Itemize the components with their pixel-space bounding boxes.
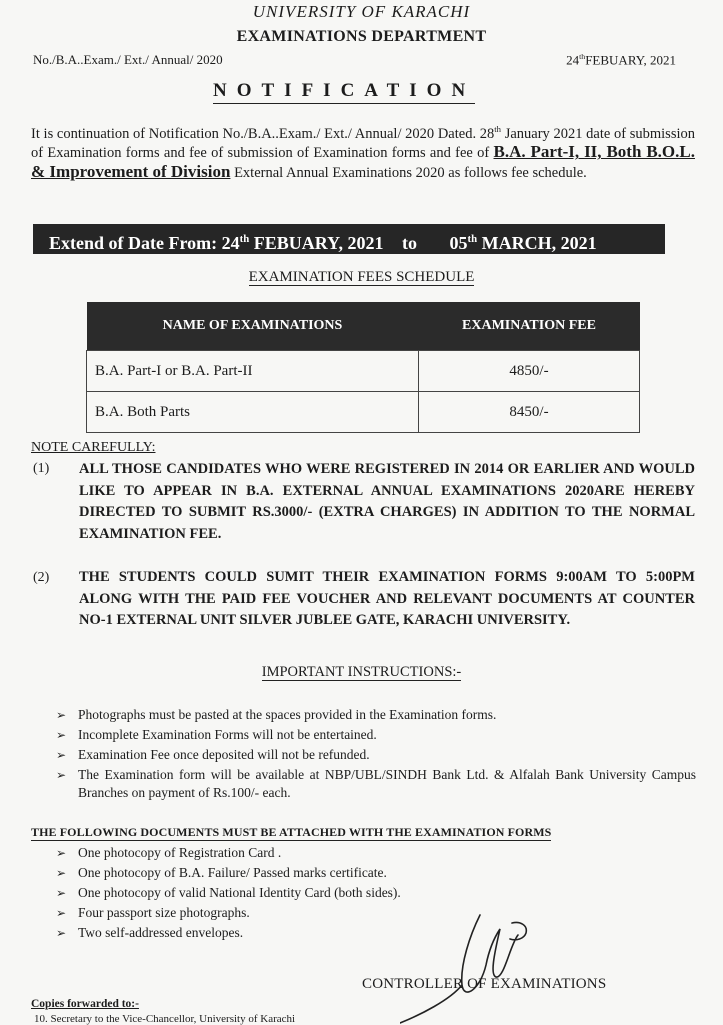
controller-title: CONTROLLER OF EXAMINATIONS xyxy=(362,976,607,992)
table-header-row xyxy=(87,302,640,351)
list-item xyxy=(56,746,696,764)
arrow-bullet-icon: ➢ xyxy=(56,926,67,940)
to-sup: th xyxy=(467,233,478,245)
list-item xyxy=(56,726,696,744)
note-heading: NOTE CAREFULLY: xyxy=(31,440,156,455)
intro-part2: January 2021 date of submission of Examination forms and fee of submission of Examination forms and fee of xyxy=(31,125,695,162)
notification-title: NOTIFICATION xyxy=(213,80,475,104)
date-suffix: th xyxy=(579,52,586,61)
col-fee-header: EXAMINATION FEE xyxy=(419,302,640,351)
document-text: Two self-addressed envelopes. xyxy=(78,925,244,940)
list-item xyxy=(56,706,696,724)
exam-name-cell: B.A. Both Parts xyxy=(87,392,419,433)
intro-paragraph xyxy=(31,121,695,182)
exam-fee-cell: 8450/- xyxy=(419,392,640,433)
notification-date xyxy=(566,52,676,68)
arrow-bullet-icon: ➢ xyxy=(56,906,67,920)
instructions-heading xyxy=(0,664,723,681)
arrow-bullet-icon: ➢ xyxy=(56,768,67,782)
list-item xyxy=(56,864,516,882)
copies-heading: Copies forwarded to:- xyxy=(31,998,139,1010)
instruction-text: Examination Fee once deposited will not be refunded. xyxy=(78,747,370,762)
exam-name-cell: B.A. Part-I or B.A. Part-II xyxy=(87,351,419,392)
instructions-heading-text: IMPORTANT INSTRUCTIONS:- xyxy=(261,664,462,680)
to-day: 05 xyxy=(449,233,468,253)
extension-label: Extend of Date From: xyxy=(49,233,218,253)
arrow-bullet-icon: ➢ xyxy=(56,728,67,742)
document-text: One photocopy of Registration Card . xyxy=(78,845,282,860)
table-row xyxy=(87,351,640,392)
documents-heading: THE FOLLOWING DOCUMENTS MUST BE ATTACHED WITH THE EXAMINATION FORMS xyxy=(31,825,552,839)
from-day: 24 xyxy=(221,233,240,253)
date-day: 24 xyxy=(566,52,580,68)
from-sup: th xyxy=(239,233,250,245)
date-extension-banner xyxy=(33,224,665,254)
intro-part3: External Annual Examinations 2020 as follows fee schedule. xyxy=(230,164,587,181)
extension-to: to xyxy=(401,233,417,253)
instructions-list xyxy=(56,706,696,804)
arrow-bullet-icon: ➢ xyxy=(56,846,67,860)
instruction-text: The Examination form will be available at NBP/UBL/SINDH Bank Ltd. & Alfalah Bank University Campus Branches on payment of Rs.100/- each. xyxy=(78,767,696,800)
col-name-header: NAME OF EXAMINATIONS xyxy=(87,302,419,351)
intro-highlight: B.A. Part-I, II, Both B.O.L. & Improvement of Division xyxy=(31,142,695,181)
list-item xyxy=(56,766,696,802)
note-number: (2) xyxy=(33,570,50,585)
table-row xyxy=(87,392,640,433)
list-item xyxy=(56,884,516,902)
department-name: EXAMINATIONS DEPARTMENT xyxy=(236,28,487,45)
instruction-text: Incomplete Examination Forms will not be entertained. xyxy=(78,727,377,742)
document-text: Four passport size photographs. xyxy=(78,905,250,920)
document-text: One photocopy of B.A. Failure/ Passed marks certificate. xyxy=(78,865,387,880)
arrow-bullet-icon: ➢ xyxy=(56,886,67,900)
instruction-text: Photographs must be pasted at the spaces provided in the Examination forms. xyxy=(78,707,497,722)
note-number: (1) xyxy=(33,461,50,476)
arrow-bullet-icon: ➢ xyxy=(56,708,67,722)
schedule-title-text: EXAMINATION FEES SCHEDULE xyxy=(248,269,475,285)
note-text: ALL THOSE CANDIDATES WHO WERE REGISTERED IN 2014 OR EARLIER AND WOULD LIKE TO APPEAR IN B.A. EXTERNAL ANNUAL EXAMINATIONS 2020ARE HEREBY DIRECTED TO SUBMIT RS.3000/- (EXTRA CHARGES) IN ADDITION TO THE NORMAL EXAMINATION FEE. xyxy=(79,461,695,542)
date-rest: FEBUARY, 2021 xyxy=(585,52,676,68)
university-name: UNIVERSITY OF KARACHI xyxy=(252,2,471,21)
copies-first-line: 10. Secretary to the Vice-Chancellor, University of Karachi xyxy=(34,1013,296,1025)
schedule-title xyxy=(0,269,723,286)
document-text: One photocopy of valid National Identity Card (both sides). xyxy=(78,885,401,900)
list-item xyxy=(56,844,516,862)
exam-fee-cell: 4850/- xyxy=(419,351,640,392)
to-rest: MARCH, 2021 xyxy=(481,233,597,253)
fee-schedule-table xyxy=(86,302,640,433)
from-rest: FEBUARY, 2021 xyxy=(253,233,384,253)
intro-sup: th xyxy=(494,124,502,134)
arrow-bullet-icon: ➢ xyxy=(56,866,67,880)
note-text: THE STUDENTS COULD SUMIT THEIR EXAMINATION FORMS 9:00AM TO 5:00PM ALONG WITH THE PAID FEE VOUCHER AND RELEVANT DOCUMENTS AT COUNTER NO-1 EXTERNAL UNIT SILVER JUBLEE GATE, KARACHI UNIVERSITY. xyxy=(79,569,695,628)
arrow-bullet-icon: ➢ xyxy=(56,748,67,762)
reference-number: No./B.A..Exam./ Ext./ Annual/ 2020 xyxy=(33,52,223,67)
handwritten-signature xyxy=(400,905,570,1025)
intro-part1: It is continuation of Notification No./B.A..Exam./ Ext./ Annual/ 2020 Dated. 28 xyxy=(31,125,495,142)
